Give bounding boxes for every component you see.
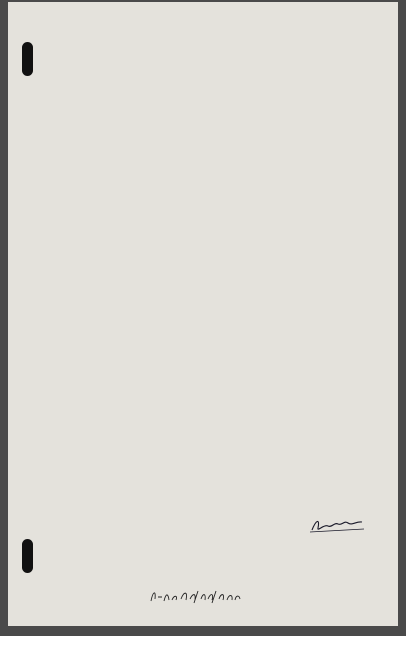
signature [308,514,368,536]
document-page [8,2,398,626]
punch-hole [22,539,33,573]
archive-footer [0,636,406,653]
punch-hole [22,42,33,76]
handwritten-file-reference [148,587,243,605]
